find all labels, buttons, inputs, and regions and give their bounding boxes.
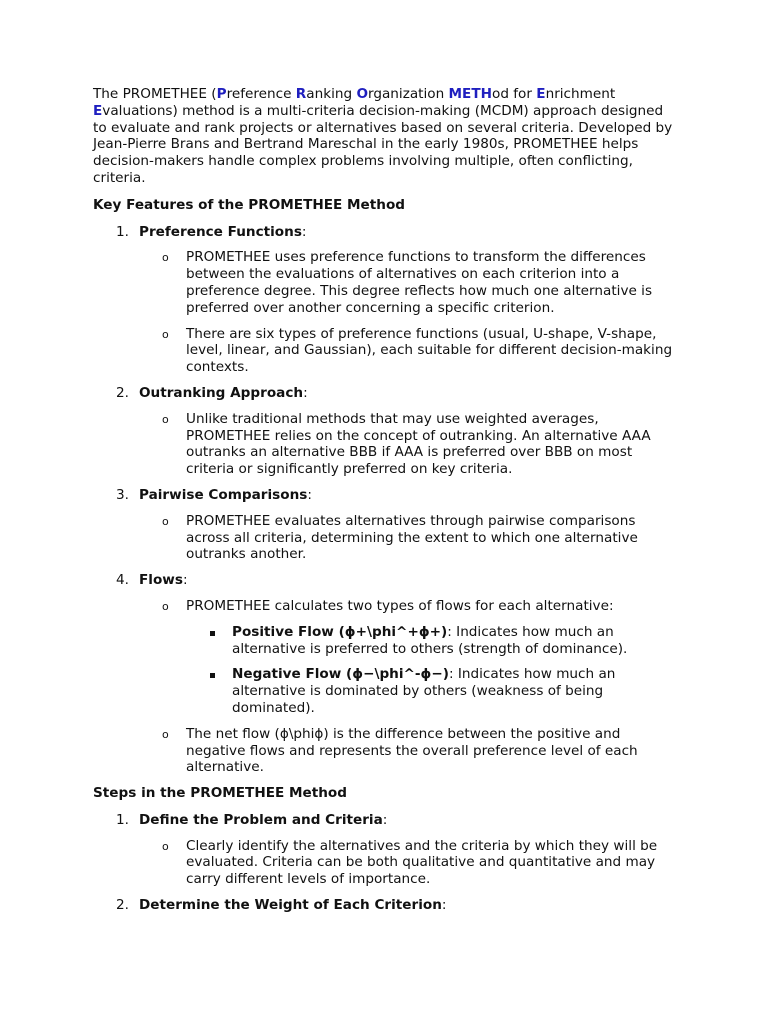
list-item [93,224,678,241]
intro-text: The PROMETHEE ( [93,86,217,102]
document-page [93,86,678,923]
list-item [93,572,678,589]
flow-item [93,666,678,716]
acronym-letter: METH [448,86,492,102]
item-title: Flows [139,572,183,589]
item-number: 4. [116,572,129,589]
item-title: Determine the Weight of Each Criterion [139,897,442,914]
item-colon: : [382,811,388,828]
sub-item-text: Unlike traditional methods that may use weighted averages, PROMETHEE relies on the concept of outranking. An alternative AAA outranks an alternative BBB if AAA is preferred over BBB on most criteria or significantly preferred on key criteria. [186,410,651,478]
sub-item-text: PROMETHEE evaluates alternatives through pairwise comparisons across all criteria, determining the extent to which one alternative outranks another. [186,512,638,563]
item-number: 1. [116,223,129,240]
circle-bullet-icon: o [162,514,169,528]
item-title: Pairwise Comparisons [139,486,308,503]
circle-bullet-icon: o [162,599,169,613]
circle-bullet-icon: o [162,251,169,265]
sub-list-item [93,249,678,316]
flow-label: Negative Flow (ϕ−\phi^-ϕ−) [232,666,449,683]
item-number: 2. [116,897,129,914]
intro-text: rganization [368,86,449,102]
item-colon: : [301,223,307,240]
item-title: Preference Functions [139,223,302,240]
flow-text: : Indicates how much an alternative is dominated by others (weakness of being dominated). [232,666,616,716]
sub-item-text: Clearly identify the alternatives and the criteria by which they will be evaluated. Criteria can be both qualitative and quantitative and may carry different levels of importance. [186,837,658,888]
flow-text: : Indicates how much an alternative is preferred to others (strength of dominance). [232,623,628,657]
list-item [93,385,678,402]
intro-text: nrichment [545,86,616,102]
list-item [93,487,678,504]
item-colon: : [441,897,447,914]
sub-item-text: There are six types of preference functions (usual, U-shape, V-shape, level, linear, and Gaussian), each suitable for different decision-making contexts. [186,325,673,376]
sub-list-item [93,598,678,615]
item-colon: : [182,572,188,589]
intro-paragraph [93,86,678,187]
sub-list-item [93,726,678,776]
square-bullet-icon [210,673,215,678]
sub-item-text: The net flow (ϕ\phiϕ) is the difference between the positive and negative flows and represents the overall preference level of each alternative. [186,725,638,776]
sub-list-item [93,411,678,478]
item-number: 2. [116,384,129,401]
acronym-letter: E [93,102,103,119]
item-colon: : [303,384,308,401]
sub-list-item [93,326,678,376]
circle-bullet-icon: o [162,839,169,853]
item-title: Outranking Approach [139,384,304,401]
flow-item [93,624,678,658]
circle-bullet-icon: o [162,327,169,341]
intro-text: anking [306,86,357,102]
sub-item-text: PROMETHEE calculates two types of flows for each alternative: [186,597,614,614]
list-item [93,812,678,829]
item-colon: : [307,486,312,503]
item-number: 3. [116,486,129,503]
intro-text: od for [492,86,537,102]
sub-item-text: PROMETHEE uses preference functions to transform the differences between the evaluations of alternatives on each criterion into a preference degree. This degree reflects how much one alternative is preferred over another concerning a specific criterion. [186,249,653,316]
list-item [93,897,678,914]
sub-list-item [93,838,678,888]
intro-text: reference [226,86,296,102]
acronym-letter: R [295,86,307,102]
section-heading-features: Key Features of the PROMETHEE Method [93,196,406,213]
item-title: Define the Problem and Criteria [139,811,383,828]
intro-text: valuations) method is a multi-criteria decision-making (MCDM) approach designed to evaluate and rank projects or alternatives based on several criteria. Developed by Jean-Pierre Brans and Bertrand Mareschal in the early 1980s, PROMETHEE helps decision-makers handle complex problems involving multiple, often conflicting, criteria. [93,102,673,186]
square-bullet-icon [210,631,215,636]
item-number: 1. [116,811,129,828]
circle-bullet-icon: o [162,412,169,426]
acronym-letter: P [216,86,227,102]
sub-list-item [93,513,678,563]
acronym-letter: O [356,86,368,102]
acronym-letter: E [536,86,546,102]
circle-bullet-icon: o [162,727,169,741]
section-heading-steps: Steps in the PROMETHEE Method [93,785,348,802]
flow-label: Positive Flow (ϕ+\phi^+ϕ+) [232,623,448,640]
